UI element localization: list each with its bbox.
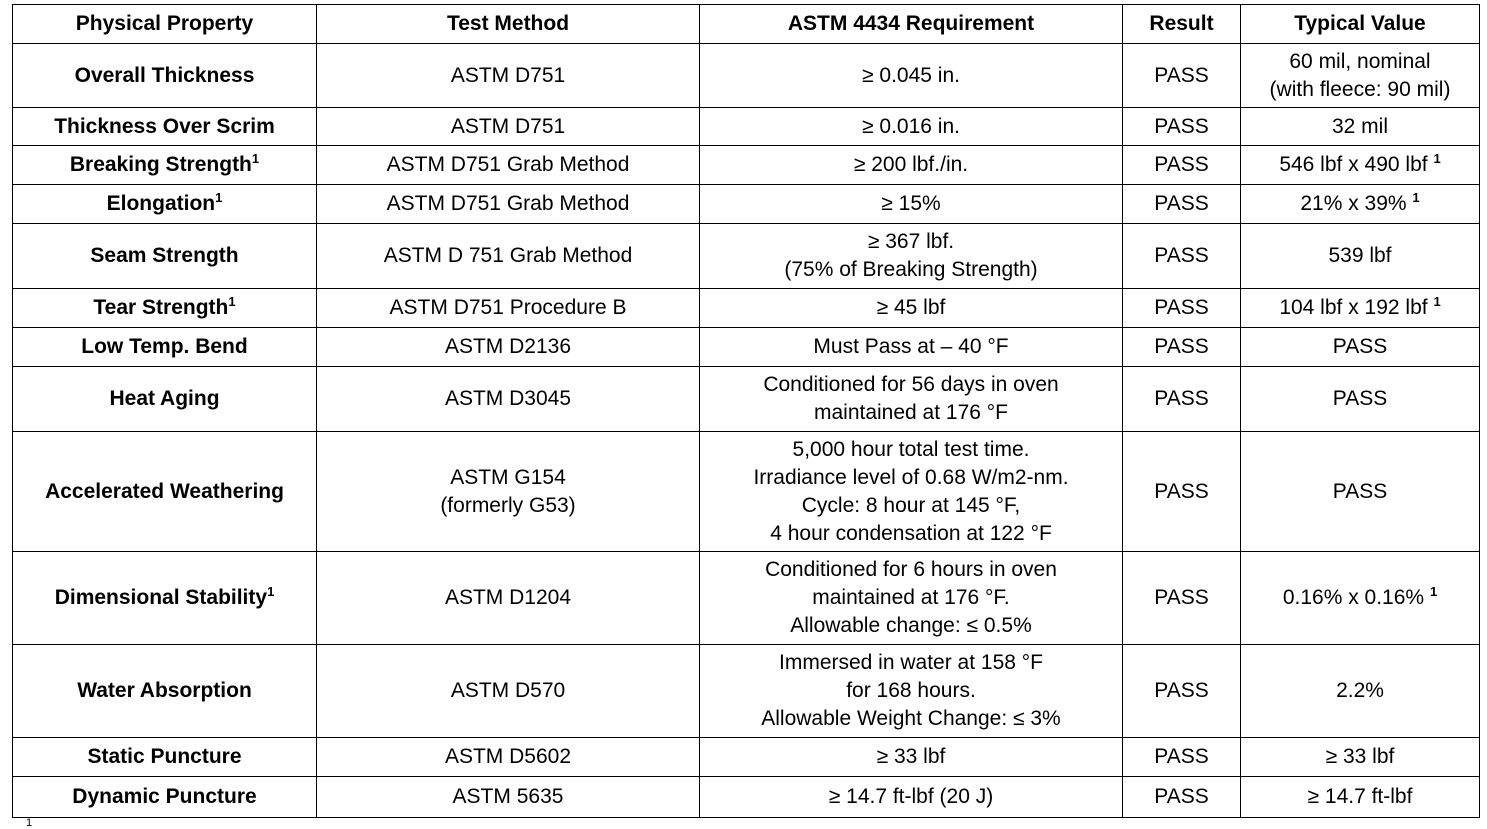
cell-requirement-line: Conditioned for 56 days in oven: [763, 373, 1059, 396]
property-name: Heat Aging: [109, 387, 220, 410]
header-astm-requirement: ASTM 4434 Requirement: [700, 5, 1123, 44]
cell-result: PASS: [1123, 645, 1241, 738]
cell-requirement-line: ≥ 0.045 in.: [862, 63, 960, 87]
cell-requirement-line: ≥ 367 lbf.: [867, 230, 955, 253]
cell-physical-property: [13, 432, 317, 552]
cell-requirement-line: 5,000 hour total test time.: [792, 437, 1030, 461]
header-test-method: Test Method: [317, 5, 700, 44]
cell-test-method: [317, 224, 700, 289]
cell-test-method-line: ASTM D751: [450, 114, 566, 138]
table-header-row: [13, 5, 1480, 44]
cell-requirement-line: Allowable Weight Change: ≤ 3%: [761, 707, 1061, 730]
cell-result: PASS: [1123, 44, 1241, 108]
cell-requirement-line: Cycle: 8 hour at 145 °F,: [801, 493, 1021, 517]
cell-physical-property: [13, 185, 317, 224]
cell-test-method-line: ASTM D3045: [444, 387, 572, 410]
cell-physical-property: [13, 645, 317, 738]
table-body: [13, 44, 1480, 818]
cell-result: PASS: [1123, 185, 1241, 224]
cell-typical-value: [1241, 108, 1480, 146]
cell-result: PASS: [1123, 367, 1241, 432]
cell-typical-value: [1241, 645, 1480, 738]
property-name: Breaking Strength: [69, 153, 252, 176]
cell-requirement-line: Allowable change: ≤ 0.5%: [790, 614, 1032, 637]
property-name: Thickness Over Scrim: [54, 114, 275, 138]
cell-requirement: [700, 738, 1123, 777]
cell-test-method-line: ASTM D751: [450, 63, 566, 87]
cell-requirement-line: 4 hour condensation at 122 °F: [770, 521, 1052, 545]
cell-physical-property: [13, 224, 317, 289]
property-name: Dynamic Puncture: [72, 785, 257, 808]
cell-requirement: [700, 645, 1123, 738]
table-row: [13, 552, 1480, 645]
cell-requirement-line: Irradiance level of 0.68 W/m2-nm.: [753, 465, 1069, 489]
cell-result: PASS: [1123, 289, 1241, 328]
cell-typical-value-line: PASS: [1332, 387, 1388, 410]
cell-typical-value-line: 104 lbf x 192 lbf: [1279, 296, 1428, 319]
typical-value-wrap: [1245, 151, 1475, 179]
cell-test-method-line: ASTM G154: [450, 465, 566, 489]
footnote-ref: 1: [251, 151, 260, 166]
property-name: Accelerated Weathering: [45, 479, 284, 503]
cell-typical-value: [1241, 44, 1480, 108]
cell-test-method-line: (formerly G53): [440, 493, 576, 517]
table-row: [13, 108, 1480, 146]
cell-requirement-line: ≥ 14.7 ft-lbf (20 J): [828, 785, 994, 808]
table-row: [13, 185, 1480, 224]
cell-requirement-line: Must Pass at – 40 °F: [813, 335, 1009, 358]
cell-requirement-line: for 168 hours.: [846, 679, 976, 702]
cell-test-method-line: ASTM D5602: [444, 745, 572, 768]
cell-typical-value: [1241, 185, 1480, 224]
footnote-marker: 1: [26, 817, 33, 829]
table-row: [13, 738, 1480, 777]
cell-result: PASS: [1123, 738, 1241, 777]
cell-test-method: [317, 44, 700, 108]
cell-typical-value: [1241, 738, 1480, 777]
cell-physical-property: [13, 367, 317, 432]
cell-typical-value: [1241, 328, 1480, 367]
cell-typical-value-line: ≥ 14.7 ft-lbf: [1307, 785, 1413, 808]
cell-physical-property: [13, 44, 317, 108]
cell-requirement-line: ≥ 0.016 in.: [862, 114, 960, 138]
cell-physical-property: [13, 777, 317, 818]
cell-typical-value-line: 539 lbf: [1328, 244, 1392, 267]
table-row: [13, 777, 1480, 818]
typical-value-wrap: [1245, 294, 1475, 322]
cell-physical-property: [13, 146, 317, 185]
cell-typical-value: [1241, 146, 1480, 185]
cell-test-method-line: ASTM D2136: [444, 335, 572, 358]
cell-test-method: [317, 108, 700, 146]
cell-typical-value-line: (with fleece: 90 mil): [1269, 77, 1451, 101]
cell-typical-value-line: PASS: [1332, 479, 1388, 503]
cell-requirement-line: Conditioned for 6 hours in oven: [765, 558, 1057, 581]
cell-test-method-line: ASTM D751 Procedure B: [389, 296, 627, 319]
cell-typical-value-line: 546 lbf x 490 lbf: [1279, 153, 1428, 176]
cell-test-method-line: ASTM D570: [450, 679, 566, 702]
cell-requirement-line: ≥ 200 lbf./in.: [853, 153, 969, 176]
cell-requirement-line: maintained at 176 °F.: [812, 586, 1010, 609]
cell-physical-property: [13, 552, 317, 645]
property-name: Low Temp. Bend: [81, 335, 248, 358]
property-name: Tear Strength: [93, 296, 229, 319]
footnote-ref: 1: [1433, 294, 1441, 309]
cell-result: PASS: [1123, 432, 1241, 552]
cell-test-method: [317, 777, 700, 818]
cell-test-method: [317, 367, 700, 432]
cell-result: PASS: [1123, 777, 1241, 818]
property-name: Static Puncture: [87, 745, 242, 768]
cell-requirement: [700, 367, 1123, 432]
table-row: [13, 146, 1480, 185]
physical-properties-table: [12, 4, 1480, 818]
cell-test-method: [317, 432, 700, 552]
table-row: [13, 44, 1480, 108]
cell-result: PASS: [1123, 552, 1241, 645]
cell-requirement: [700, 328, 1123, 367]
cell-requirement: [700, 108, 1123, 146]
cell-requirement-line: (75% of Breaking Strength): [784, 258, 1038, 281]
cell-requirement: [700, 44, 1123, 108]
cell-requirement: [700, 185, 1123, 224]
cell-typical-value-line: 60 mil, nominal: [1289, 49, 1431, 73]
cell-typical-value-line: 21% x 39%: [1300, 192, 1407, 215]
cell-test-method: [317, 289, 700, 328]
typical-value-wrap: [1245, 584, 1475, 612]
footnote-ref: 1: [1429, 584, 1438, 599]
cell-requirement: [700, 777, 1123, 818]
table-row: [13, 367, 1480, 432]
footnote-ref: 1: [215, 190, 223, 205]
cell-typical-value-line: ≥ 33 lbf: [1325, 745, 1395, 768]
cell-typical-value: [1241, 367, 1480, 432]
cell-test-method: [317, 146, 700, 185]
property-name: Dimensional Stability: [54, 586, 268, 609]
cell-test-method: [317, 645, 700, 738]
cell-requirement: [700, 432, 1123, 552]
cell-requirement-line: ≥ 15%: [881, 192, 941, 215]
cell-requirement: [700, 289, 1123, 328]
cell-result: PASS: [1123, 146, 1241, 185]
property-name: Seam Strength: [90, 244, 239, 267]
property-name: Overall Thickness: [74, 63, 255, 87]
cell-test-method-line: ASTM D1204: [444, 586, 572, 609]
cell-typical-value: [1241, 432, 1480, 552]
footnote-ref: 1: [228, 294, 236, 309]
cell-typical-value: [1241, 224, 1480, 289]
cell-requirement-line: ≥ 45 lbf: [876, 296, 946, 319]
cell-requirement-line: ≥ 33 lbf: [876, 745, 946, 768]
table-row: [13, 224, 1480, 289]
header-typical-value: Typical Value: [1241, 5, 1480, 44]
cell-typical-value-line: 2.2%: [1336, 679, 1384, 702]
header-result: Result: [1123, 5, 1241, 44]
cell-typical-value-line: PASS: [1332, 335, 1388, 358]
cell-requirement-line: maintained at 176 °F: [813, 401, 1008, 424]
cell-test-method-line: ASTM 5635: [452, 785, 564, 808]
table-row: [13, 289, 1480, 328]
cell-requirement-line: Immersed in water at 158 °F: [779, 651, 1043, 674]
footnote-ref: 1: [1412, 190, 1420, 205]
property-name: Water Absorption: [77, 679, 252, 702]
table-row: [13, 328, 1480, 367]
cell-physical-property: [13, 289, 317, 328]
cell-result: PASS: [1123, 328, 1241, 367]
cell-typical-value: [1241, 289, 1480, 328]
table-row: [13, 432, 1480, 552]
cell-requirement: [700, 552, 1123, 645]
cell-typical-value-line: 0.16% x 0.16%: [1282, 586, 1425, 609]
header-physical-property: Physical Property: [13, 5, 317, 44]
cell-test-method-line: ASTM D751 Grab Method: [386, 153, 630, 176]
cell-physical-property: [13, 108, 317, 146]
cell-test-method: [317, 185, 700, 224]
cell-test-method: [317, 738, 700, 777]
cell-result: PASS: [1123, 224, 1241, 289]
cell-physical-property: [13, 328, 317, 367]
cell-result: PASS: [1123, 108, 1241, 146]
cell-typical-value: [1241, 552, 1480, 645]
table-row: [13, 645, 1480, 738]
footnote-ref: 1: [1433, 151, 1441, 166]
typical-value-wrap: [1245, 190, 1475, 218]
cell-test-method: [317, 328, 700, 367]
footnote-ref: 1: [267, 584, 275, 599]
cell-test-method: [317, 552, 700, 645]
cell-typical-value-line: 32 mil: [1331, 114, 1389, 138]
property-name: Elongation: [106, 192, 216, 215]
cell-typical-value: [1241, 777, 1480, 818]
cell-physical-property: [13, 738, 317, 777]
cell-requirement: [700, 146, 1123, 185]
cell-test-method-line: ASTM D751 Grab Method: [386, 192, 630, 215]
cell-requirement: [700, 224, 1123, 289]
cell-test-method-line: ASTM D 751 Grab Method: [383, 244, 633, 267]
